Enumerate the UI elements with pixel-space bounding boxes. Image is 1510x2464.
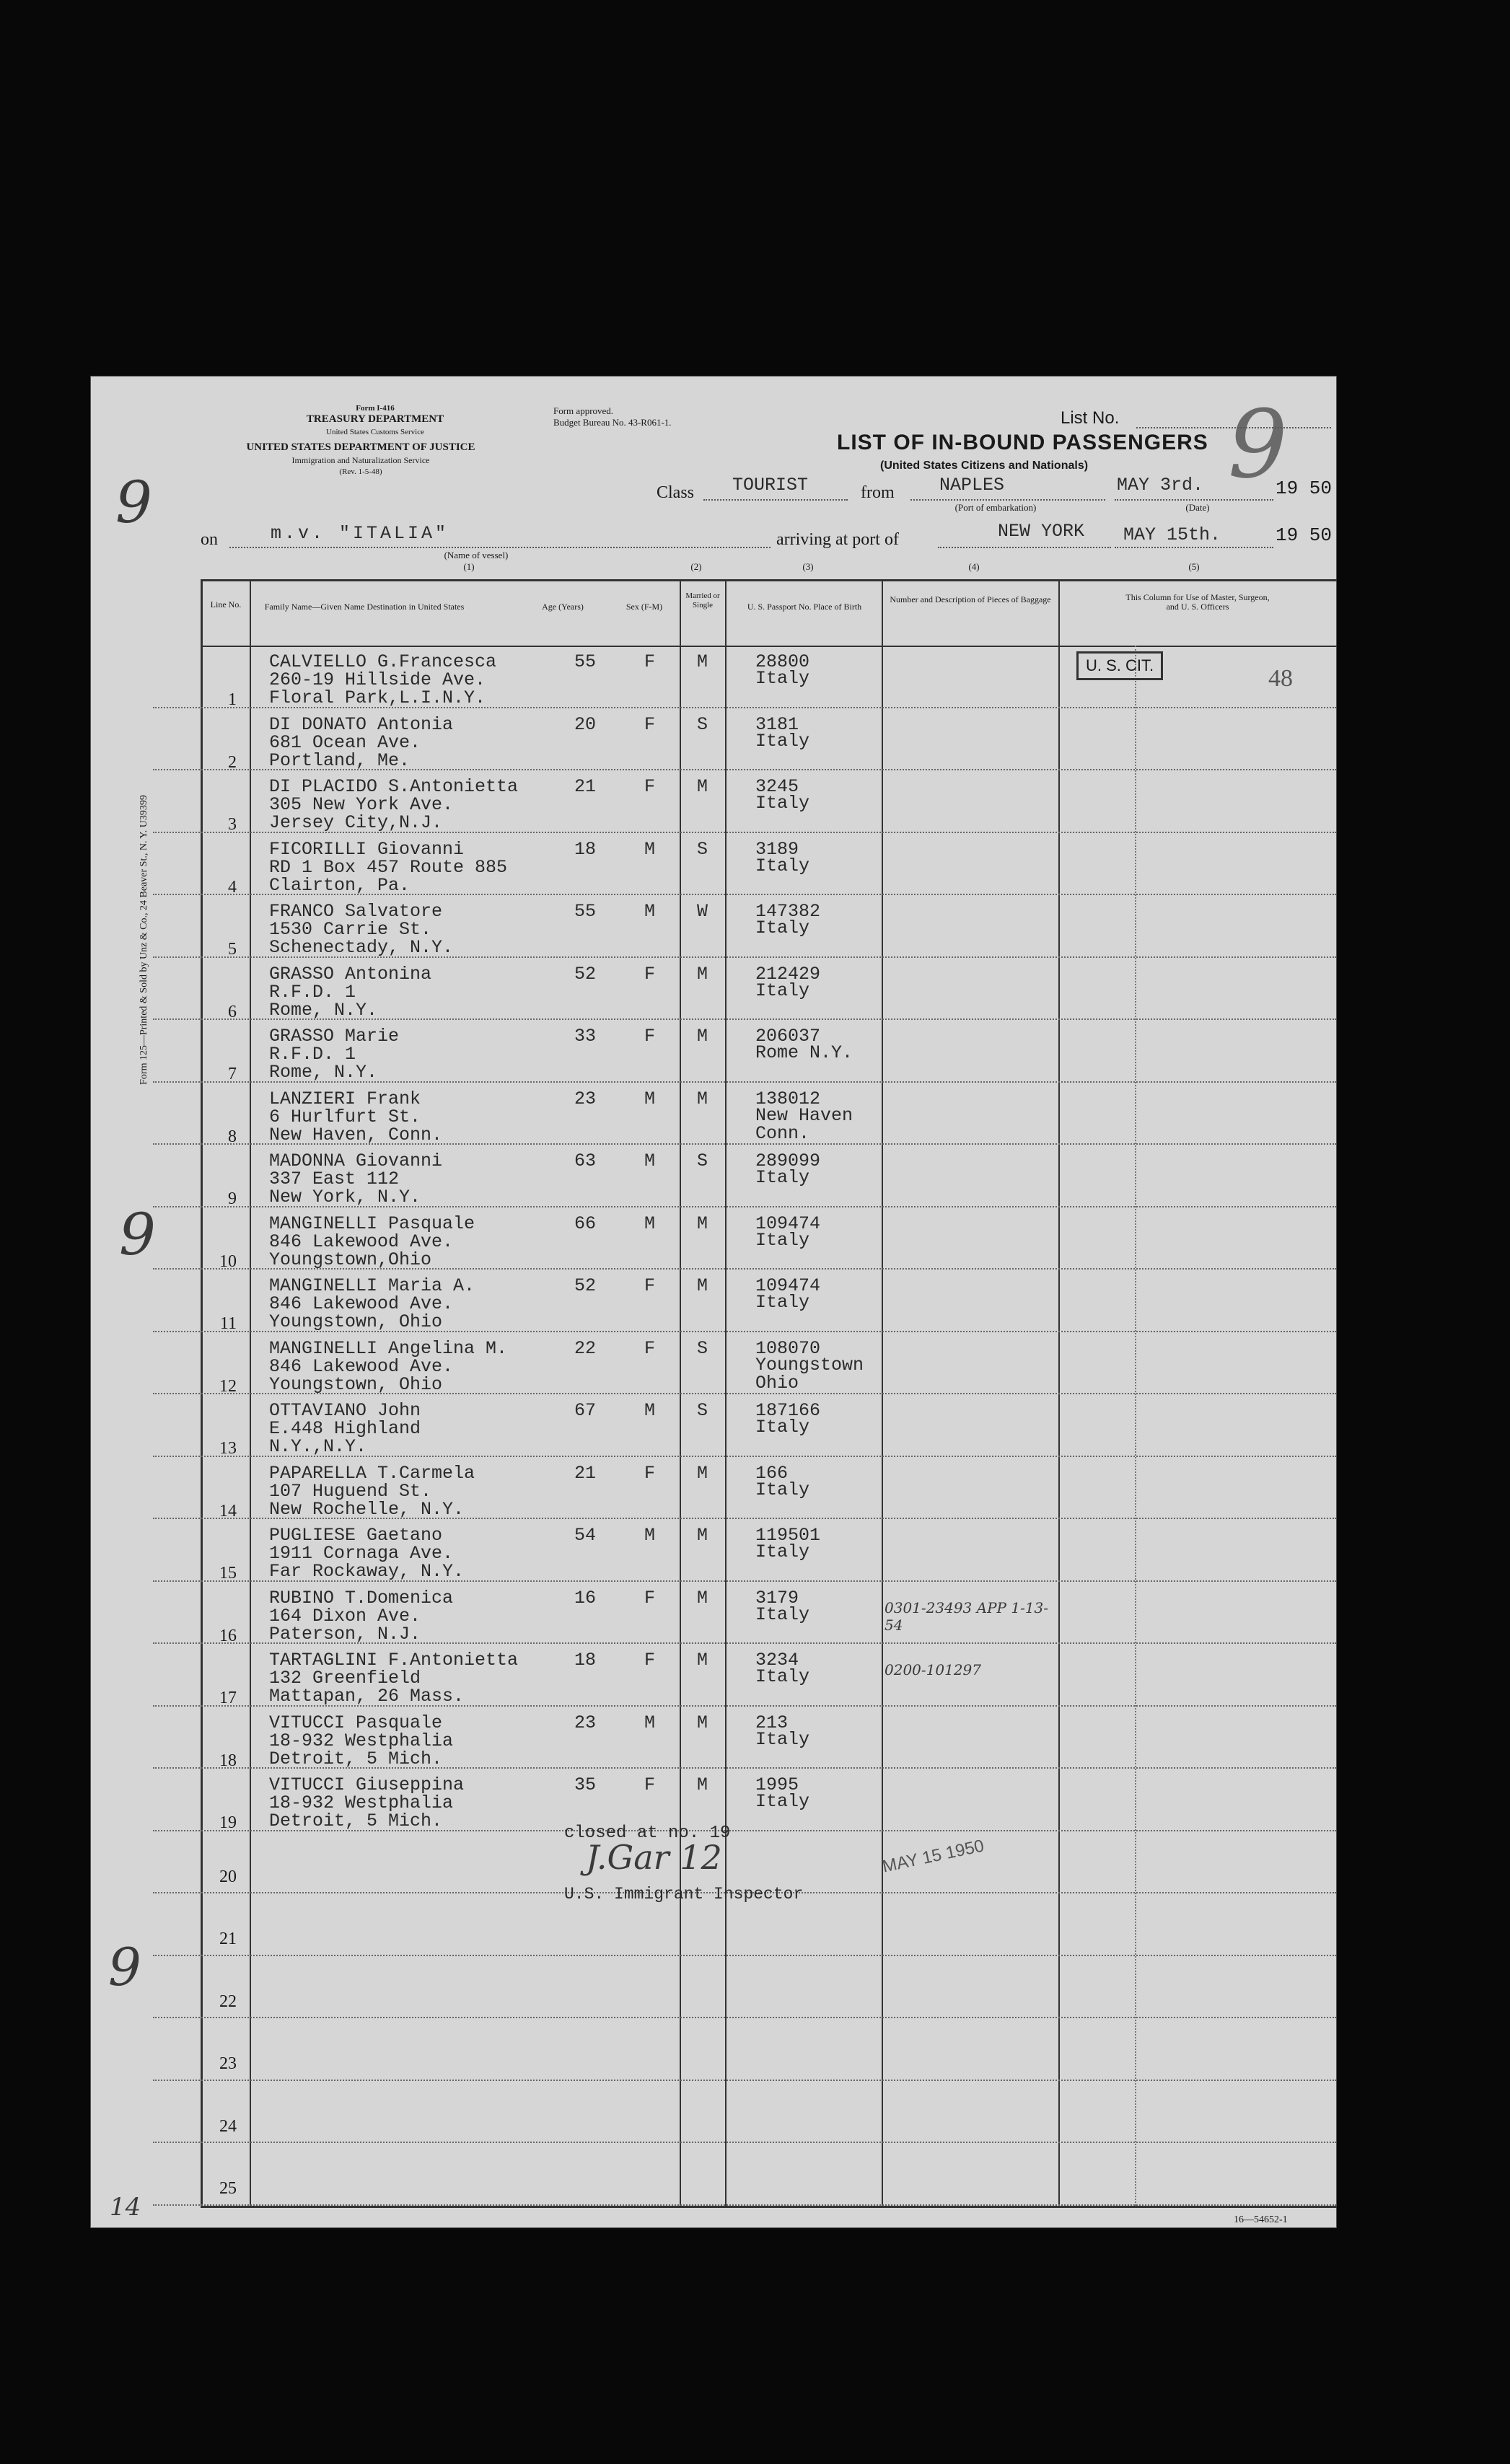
marital-status: M [697, 1587, 708, 1609]
passenger-age: 16 [574, 1587, 597, 1609]
line-number: 23 [219, 2054, 237, 2073]
passenger-age: 23 [574, 1088, 597, 1109]
marital-status: M [697, 1650, 708, 1671]
row-rule [153, 1268, 1336, 1270]
form-number: Form I-416 [356, 404, 395, 413]
place-of-birth: Italy [755, 1728, 810, 1750]
column-number-1: (1) [463, 561, 475, 572]
line-number: 19 [219, 1813, 237, 1832]
passport-number: 187166 [755, 1400, 821, 1421]
passenger-city: Paterson, N.J. [269, 1623, 421, 1645]
passenger-name: DI PLACIDO S.Antonietta [269, 776, 519, 797]
ins-service: Immigration and Naturalization Service [291, 455, 430, 465]
passport-number: 166 [755, 1462, 789, 1484]
place-of-birth: Youngstown Ohio [755, 1354, 864, 1394]
passport-number: 147382 [755, 901, 821, 922]
passenger-city: Jersey City,N.J. [269, 812, 443, 833]
passenger-sex: F [644, 1337, 656, 1359]
passenger-address: 18-932 Westphalia [269, 1730, 454, 1751]
passenger-age: 63 [574, 1150, 597, 1171]
from-value: NAPLES [939, 475, 1005, 496]
passport-number: 109474 [755, 1275, 821, 1296]
list-number-large: 9 [1228, 390, 1288, 499]
row-rule [153, 1830, 1336, 1831]
passenger-age: 23 [574, 1712, 597, 1733]
passenger-age: 52 [574, 1275, 597, 1296]
line-number: 18 [219, 1751, 237, 1770]
passenger-name: LANZIERI Frank [269, 1088, 421, 1109]
line-number: 5 [228, 940, 237, 959]
table-header-border [201, 646, 1337, 647]
line-number: 9 [228, 1189, 237, 1208]
passenger-sex: M [644, 1525, 656, 1546]
budget-bureau: Budget Bureau No. 43-R061-1. [553, 417, 672, 428]
line-number: 13 [219, 1439, 237, 1458]
passenger-sex: M [644, 1088, 656, 1109]
passenger-sex: F [644, 963, 656, 985]
line-number: 1 [228, 690, 237, 709]
marital-status: S [697, 1337, 708, 1359]
passenger-age: 21 [574, 776, 597, 797]
us-citizen-stamp: U. S. CIT. [1076, 651, 1163, 680]
side-note-page-number: 9 [115, 469, 152, 536]
passenger-age: 54 [574, 1525, 597, 1546]
marital-status: M [697, 1525, 708, 1546]
line-number: 3 [228, 815, 237, 834]
passenger-address: 260-19 Hillside Ave. [269, 669, 486, 690]
passenger-sex: F [644, 1587, 656, 1609]
passenger-sex: F [644, 1275, 656, 1296]
passenger-name: MANGINELLI Pasquale [269, 1213, 475, 1234]
passenger-name: MADONNA Giovanni [269, 1150, 443, 1171]
passenger-sex: M [644, 1213, 656, 1234]
column-number-3: (3) [802, 561, 814, 572]
passenger-address: 6 Hurlfurt St. [269, 1106, 421, 1127]
line-number: 14 [219, 1501, 237, 1521]
passenger-age: 35 [574, 1774, 597, 1795]
header-baggage: Number and Description of Pieces of Baggage [890, 594, 1051, 604]
column-number-5: (5) [1188, 561, 1200, 572]
passenger-address: E.448 Highland [269, 1418, 421, 1439]
header-officers: This Column for Use of Master, Surgeon, and U. S. Officers [1125, 592, 1270, 612]
passenger-sex: F [644, 1774, 656, 1795]
row-rule [153, 2142, 1336, 2143]
arrival-port: NEW YORK [998, 521, 1085, 542]
line-number: 10 [219, 1251, 237, 1271]
line-number: 7 [228, 1065, 237, 1083]
passport-number: 213 [755, 1712, 789, 1733]
passport-number: 3234 [755, 1650, 799, 1671]
header-married: Married or Single [685, 591, 720, 610]
row-rule [153, 956, 1336, 958]
passenger-age: 55 [574, 901, 597, 922]
passenger-age: 66 [574, 1213, 597, 1234]
list-no-label: List No. [1061, 408, 1120, 428]
passenger-sex: F [644, 1462, 656, 1484]
passenger-address: 18-932 Westphalia [269, 1792, 454, 1813]
passenger-age: 20 [574, 713, 597, 735]
marital-status: M [697, 1275, 708, 1296]
class-line [703, 499, 848, 501]
marital-status: S [697, 838, 708, 860]
marital-status: M [697, 1026, 708, 1047]
row-rule [153, 832, 1336, 833]
row-rule [153, 1206, 1336, 1207]
passenger-name: GRASSO Antonina [269, 963, 432, 985]
side-note-page-number: 9 [108, 1937, 141, 1997]
arrival-port-line [938, 547, 1111, 548]
inspector-signature: J.Gar 12 [586, 1838, 722, 1877]
inspector-title: U.S. Immigrant Inspector [564, 1885, 804, 1904]
passenger-name: TARTAGLINI F.Antonietta [269, 1650, 519, 1671]
passenger-city: Detroit, 5 Mich. [269, 1810, 443, 1831]
document-title: LIST OF IN-BOUND PASSENGERS [837, 431, 1208, 454]
passenger-city: Far Rockaway, N.Y. [269, 1561, 465, 1582]
place-of-birth: Italy [755, 980, 810, 1001]
officer-count: 48 [1268, 665, 1293, 692]
treasury-department: TREASURY DEPARTMENT [306, 413, 444, 425]
header-name: Family Name—Given Name Destination in United States [264, 602, 465, 612]
passenger-address: R.F.D. 1 [269, 1044, 356, 1065]
row-rule [153, 707, 1336, 708]
table-top-border [201, 579, 1337, 581]
passenger-name: MANGINELLI Maria A. [269, 1275, 475, 1296]
passenger-sex: M [644, 1400, 656, 1421]
passenger-age: 21 [574, 1462, 597, 1484]
row-rule [153, 1642, 1336, 1644]
passenger-address: 846 Lakewood Ave. [269, 1293, 454, 1314]
passenger-city: Rome, N.Y. [269, 999, 378, 1021]
passenger-sex: F [644, 713, 656, 735]
from-label: from [861, 483, 895, 502]
date-stamp: MAY 15 1950 [880, 1836, 986, 1877]
passenger-address: 107 Huguend St. [269, 1480, 432, 1502]
passenger-name: MANGINELLI Angelina M. [269, 1337, 508, 1359]
row-rule [153, 2017, 1336, 2018]
passenger-age: 18 [574, 1650, 597, 1671]
marital-status: M [697, 1213, 708, 1234]
marital-status: W [697, 901, 708, 922]
passport-number: 108070 [755, 1337, 821, 1359]
row-rule [153, 1081, 1336, 1083]
passenger-age: 33 [574, 1026, 597, 1047]
line-number: 15 [219, 1564, 237, 1583]
vessel-name: m.v. "ITALIA" [271, 523, 449, 544]
passenger-name: PAPARELLA T.Carmela [269, 1462, 475, 1484]
arriving-label: arriving at port of [776, 530, 899, 549]
row-rule [153, 1580, 1336, 1582]
baggage-note: 0301-23493 APP 1-13-54 [885, 1598, 1049, 1634]
row-rule [153, 1456, 1336, 1457]
passenger-name: RUBINO T.Domenica [269, 1587, 454, 1609]
place-of-birth: Italy [755, 1479, 810, 1500]
passenger-name: DI DONATO Antonia [269, 713, 454, 735]
passenger-name: VITUCCI Pasquale [269, 1712, 443, 1733]
passenger-sex: M [644, 901, 656, 922]
passport-number: 1995 [755, 1774, 799, 1795]
line-number: 16 [219, 1626, 237, 1645]
form-revision: (Rev. 1-5-48) [339, 467, 382, 476]
place-of-birth: Italy [755, 730, 810, 752]
passenger-address: 305 New York Ave. [269, 794, 454, 815]
passenger-address: R.F.D. 1 [269, 981, 356, 1003]
place-of-birth: Italy [755, 1292, 810, 1313]
marital-status: M [697, 963, 708, 985]
header-age: Age (Years) [542, 602, 584, 612]
passenger-sex: M [644, 1712, 656, 1733]
header-passport: U. S. Passport No. Place of Birth [747, 602, 862, 612]
side-note-page-number: 9 [119, 1201, 156, 1268]
row-rule [153, 1393, 1336, 1394]
passenger-address: 164 Dixon Ave. [269, 1605, 421, 1627]
marital-status: S [697, 1150, 708, 1171]
vessel-line [229, 547, 771, 548]
passenger-age: 55 [574, 651, 597, 672]
passenger-city: Youngstown, Ohio [269, 1311, 443, 1332]
table-bottom-border [201, 2206, 1337, 2208]
passport-number: 3179 [755, 1587, 799, 1609]
col-divider [1135, 646, 1136, 2206]
passenger-address: 1911 Cornaga Ave. [269, 1543, 454, 1564]
from-line [910, 499, 1105, 501]
passenger-city: New Rochelle, N.Y. [269, 1498, 465, 1520]
passenger-age: 18 [574, 838, 597, 860]
passenger-sex: F [644, 1026, 656, 1047]
place-of-birth: Rome N.Y. [755, 1042, 853, 1063]
passenger-address: 846 Lakewood Ave. [269, 1355, 454, 1377]
passenger-city: New Haven, Conn. [269, 1124, 443, 1145]
passport-number: 109474 [755, 1213, 821, 1234]
place-of-birth: Italy [755, 1666, 810, 1687]
class-label: Class [657, 483, 695, 502]
passenger-city: N.Y.,N.Y. [269, 1436, 367, 1457]
passenger-city: New York, N.Y. [269, 1187, 421, 1207]
passport-number: 289099 [755, 1150, 821, 1171]
passport-number: 3189 [755, 838, 799, 860]
row-rule [153, 1767, 1336, 1769]
vessel-caption: (Name of vessel) [444, 550, 509, 560]
passenger-address: RD 1 Box 457 Route 885 [269, 856, 508, 878]
baggage-note: 0200-101297 [885, 1661, 982, 1678]
passenger-sex: M [644, 1150, 656, 1171]
passport-number: 212429 [755, 963, 821, 985]
line-number: 11 [219, 1314, 237, 1333]
departure-year: 19 50 [1276, 478, 1333, 499]
passenger-name: CALVIELLO G.Francesca [269, 651, 497, 672]
passenger-name: GRASSO Marie [269, 1026, 400, 1047]
passenger-city: Schenectady, N.Y. [269, 937, 454, 958]
line-number: 24 [219, 2116, 237, 2136]
customs-service: United States Customs Service [326, 428, 424, 436]
passenger-address: 1530 Carrie St. [269, 919, 432, 940]
place-of-birth: Italy [755, 668, 810, 689]
line-number: 20 [219, 1867, 237, 1886]
passenger-sex: M [644, 838, 656, 860]
marital-status: M [697, 651, 708, 672]
passenger-city: Portland, Me. [269, 749, 411, 771]
place-of-birth: Italy [755, 855, 810, 876]
line-number: 25 [219, 2179, 237, 2198]
row-rule [153, 1955, 1336, 1956]
passenger-name: VITUCCI Giuseppina [269, 1774, 465, 1795]
passenger-name: PUGLIESE Gaetano [269, 1525, 443, 1546]
departure-date: MAY 3rd. [1117, 475, 1204, 496]
column-number-2: (2) [690, 561, 702, 572]
row-rule [153, 1018, 1336, 1020]
marital-status: M [697, 1088, 708, 1109]
place-of-birth: Italy [755, 1541, 810, 1562]
row-rule [153, 1331, 1336, 1332]
passenger-city: Rome, N.Y. [269, 1062, 378, 1083]
passenger-name: OTTAVIANO John [269, 1400, 421, 1421]
passenger-address: 846 Lakewood Ave. [269, 1231, 454, 1252]
passenger-city: Floral Park,L.I.N.Y. [269, 687, 486, 708]
date-caption: (Date) [1185, 502, 1210, 513]
passport-number: 206037 [755, 1026, 821, 1047]
department-of-justice: UNITED STATES DEPARTMENT OF JUSTICE [246, 441, 475, 453]
class-value: TOURIST [732, 475, 809, 496]
line-number: 12 [219, 1376, 237, 1396]
passenger-address: 132 Greenfield [269, 1668, 421, 1689]
passenger-sex: F [644, 1650, 656, 1671]
document-subtitle: (United States Citizens and Nationals) [880, 459, 1089, 472]
place-of-birth: Italy [755, 1791, 810, 1812]
place-of-birth: Italy [755, 793, 810, 814]
row-rule [153, 1518, 1336, 1519]
passenger-age: 22 [574, 1337, 597, 1359]
passport-number: 3245 [755, 776, 799, 797]
line-number: 8 [228, 1127, 237, 1146]
passenger-name: FICORILLI Giovanni [269, 838, 465, 860]
row-rule [153, 894, 1336, 895]
line-number: 2 [228, 752, 237, 772]
line-number: 6 [228, 1002, 237, 1021]
on-label: on [201, 530, 218, 549]
passenger-age: 52 [574, 963, 597, 985]
passport-number: 28800 [755, 651, 810, 672]
header-line-no: Line No. [210, 599, 242, 610]
marital-status: M [697, 776, 708, 797]
list-no-line [1136, 427, 1331, 428]
date-line [1115, 499, 1273, 501]
arrival-date: MAY 15th. [1123, 524, 1221, 545]
passenger-sex: F [644, 651, 656, 672]
line-number: 4 [228, 877, 237, 897]
form-approved: Form approved. [553, 405, 614, 416]
row-rule [153, 2204, 1336, 2206]
row-rule [153, 1143, 1336, 1145]
arrival-date-line [1115, 547, 1273, 548]
footer-code: 16—54652-1 [1234, 2214, 1288, 2225]
passenger-city: Mattapan, 26 Mass. [269, 1686, 465, 1707]
passenger-address: 337 East 112 [269, 1169, 400, 1189]
bottom-note: 14 [110, 2193, 141, 2222]
place-of-birth: Italy [755, 1229, 810, 1251]
passenger-city: Clairton, Pa. [269, 874, 411, 896]
place-of-birth: Italy [755, 1167, 810, 1188]
passenger-city: Detroit, 5 Mich. [269, 1748, 443, 1769]
marital-status: M [697, 1712, 708, 1733]
port-embarkation-caption: (Port of embarkation) [954, 502, 1037, 513]
passport-number: 138012 [755, 1088, 821, 1109]
column-number-4: (4) [968, 561, 980, 572]
line-number: 17 [219, 1689, 237, 1707]
marital-status: M [697, 1462, 708, 1484]
passport-number: 3181 [755, 713, 799, 735]
place-of-birth: Italy [755, 1417, 810, 1438]
line-number: 22 [219, 1992, 237, 2011]
row-rule [153, 1705, 1336, 1707]
passenger-sex: F [644, 776, 656, 797]
passenger-city: Youngstown,Ohio [269, 1249, 432, 1270]
header-sex: Sex (F-M) [625, 602, 663, 612]
row-rule [153, 769, 1336, 770]
line-number: 21 [219, 1930, 237, 1948]
marital-status: M [697, 1774, 708, 1795]
arrival-year: 19 50 [1276, 524, 1333, 546]
passenger-name: FRANCO Salvatore [269, 901, 443, 922]
passenger-city: Youngstown, Ohio [269, 1373, 443, 1395]
passenger-age: 67 [574, 1400, 597, 1421]
marital-status: S [697, 1400, 708, 1421]
marital-status: S [697, 713, 708, 735]
printer-imprint: Form 125—Printed & Sold by Unz & Co., 24 Beaver St., N. Y. U39399 [139, 795, 149, 1085]
row-rule [153, 2080, 1336, 2081]
place-of-birth: Italy [755, 1603, 810, 1625]
place-of-birth: Italy [755, 918, 810, 938]
passport-number: 119501 [755, 1525, 821, 1546]
place-of-birth: New Haven Conn. [755, 1104, 853, 1144]
passenger-address: 681 Ocean Ave. [269, 731, 421, 753]
closed-note: closed at no. 19 [564, 1823, 731, 1843]
